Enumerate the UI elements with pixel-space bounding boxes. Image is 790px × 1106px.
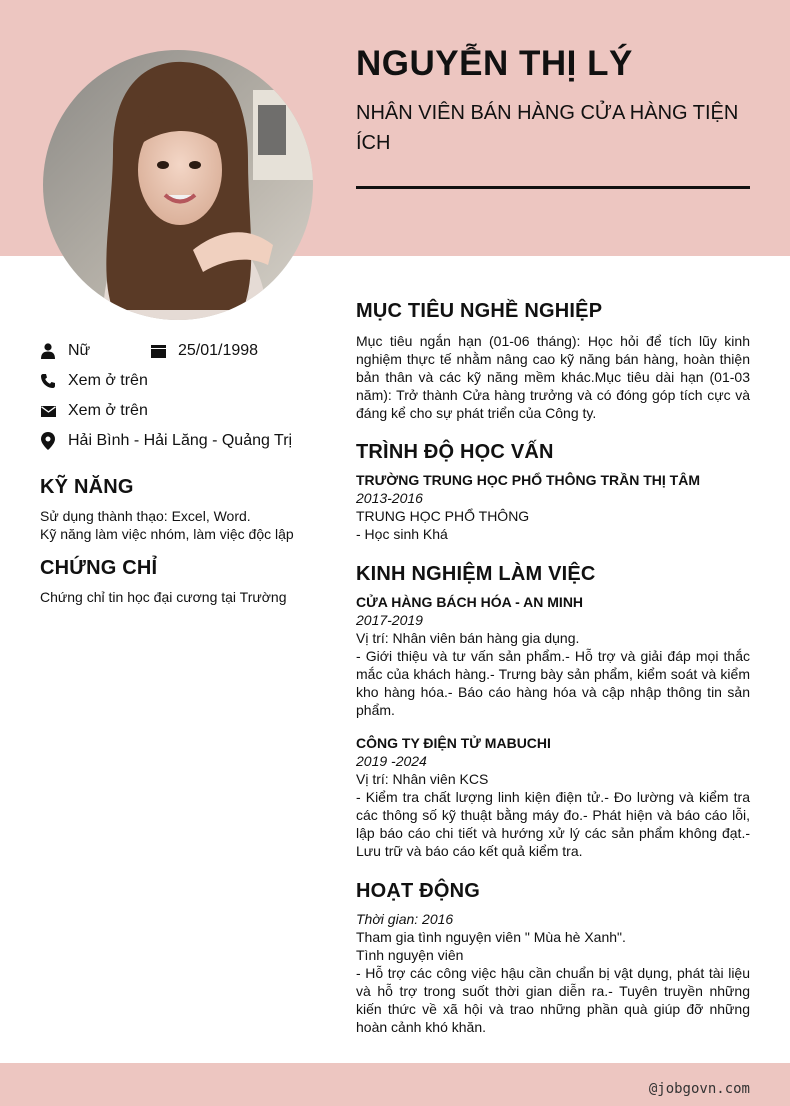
phone-text: Xem ở trên [68, 372, 148, 389]
company-name: CÔNG TY ĐIỆN TỬ MABUCHI [356, 735, 551, 751]
activity-event: Tham gia tình nguyện viên " Mùa hè Xanh". [356, 929, 626, 945]
phone-icon [40, 373, 56, 389]
certificates-title: CHỨNG CHỈ [40, 557, 158, 579]
objective-title: MỤC TIÊU NGHỀ NGHIỆP [356, 300, 603, 322]
skills-list [40, 507, 330, 543]
activity-role: Tình nguyện viên [356, 947, 464, 963]
activities-title: HOẠT ĐỘNG [356, 880, 481, 902]
address-row [40, 432, 292, 450]
activity-description: - Hỗ trợ các công việc hậu cần chuẩn bị vật dụng, phát tài liệu và hỗ trợ trong suốt thời gian diễn ra.- Tuyên truyền những kiến thức về xã hội và trao những phần quà giúp đỡ những hoàn cảnh khó khăn. [356, 965, 750, 1035]
education-title: TRÌNH ĐỘ HỌC VẤN [356, 441, 554, 463]
person-icon [40, 343, 56, 359]
experience-period: 2017-2019 [356, 612, 423, 628]
job-description: - Kiểm tra chất lượng linh kiện điện tử.- Đo lường và kiểm tra các thông số kỹ thuật bằng máy đo.- Phát hiện và báo cáo lỗi, lập báo cáo chi tiết và hướng xử lý các sản phẩm không đạt.- Lưu trữ và báo cáo kết quả kiểm tra. [356, 789, 750, 859]
experience-title: KINH NGHIỆM LÀM VIỆC [356, 563, 596, 585]
degree: TRUNG HỌC PHỔ THÔNG [356, 508, 530, 524]
watermark: @jobgovn.com [648, 1081, 750, 1097]
company-name: CỬA HÀNG BÁCH HÓA - AN MINH [356, 594, 584, 610]
email-text: Xem ở trên [68, 402, 148, 419]
divider [356, 186, 750, 189]
job-description: - Giới thiệu và tư vấn sản phẩm.- Hỗ trợ và giải đáp mọi thắc mắc của khách hàng.- Trưng bày sản phẩm, kiểm soát và kiểm kho hàng hóa.- Báo cáo hàng hóa và cập nhập thông tin sản phẩm. [356, 648, 750, 718]
gender-row [40, 342, 90, 360]
activity-item [356, 910, 750, 1036]
calendar-icon [150, 343, 166, 359]
mail-icon [40, 403, 56, 419]
experience-item [356, 593, 750, 719]
experience-period: 2019 -2024 [356, 753, 427, 769]
skills-title: KỸ NĂNG [40, 476, 134, 498]
gender-text: Nữ [68, 342, 91, 359]
certificate-text: Chứng chỉ tin học đại cương tại Trường [40, 589, 287, 605]
education-period: 2013-2016 [356, 490, 423, 506]
address-text: Hải Bình - Hải Lăng - Quảng Trị [68, 432, 293, 449]
education-note: - Học sinh Khá [356, 526, 448, 542]
birthday-row [150, 342, 258, 360]
experience-item [356, 734, 750, 860]
school-name: TRƯỜNG TRUNG HỌC PHỔ THÔNG TRẦN THỊ TÂM [356, 472, 700, 488]
activity-period: Thời gian: 2016 [356, 911, 454, 927]
birthday-text: 25/01/1998 [178, 342, 259, 359]
job-title: NHÂN VIÊN BÁN HÀNG CỬA HÀNG TIỆN ÍCH [356, 102, 739, 154]
skill-item: Kỹ năng làm việc nhóm, làm việc độc lập [40, 526, 294, 542]
position: Vị trí: Nhân viên KCS [356, 771, 489, 787]
avatar-photo [43, 50, 313, 320]
education-block [356, 471, 750, 543]
candidate-name: NGUYỄN THỊ LÝ [356, 44, 633, 83]
position: Vị trí: Nhân viên bán hàng gia dụng. [356, 630, 580, 646]
phone-row [40, 372, 148, 390]
objective-text: Mục tiêu ngắn hạn (01-06 tháng): Học hỏi để tích lũy kinh nghiệm thực tế nhằm nâng cao kỹ năng bán hàng, hoàn thiện bản thân và các kỹ năng mềm khác.Mục tiêu dài hạn (01-03 năm): Trở thành Cửa hàng trưởng và có đóng góp tích cực và đáng kể cho sự phát triển của Công ty. [356, 333, 750, 421]
email-row [40, 402, 148, 420]
location-icon [40, 433, 56, 449]
skill-item: Sử dụng thành thạo: Excel, Word. [40, 508, 251, 524]
